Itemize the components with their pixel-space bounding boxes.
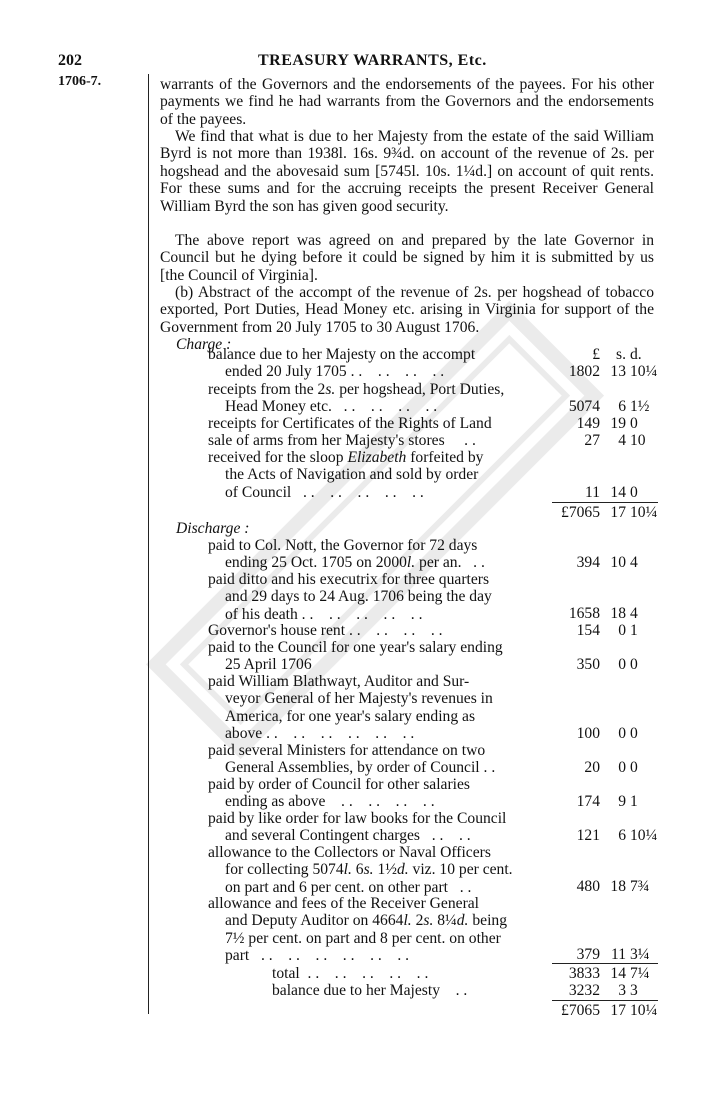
discharge-amount: 394 10 4	[576, 554, 638, 571]
discharge-total: 3833 14 7¼	[568, 965, 650, 982]
discharge-item: paid to the Council for one year's salary ending 25 April 1706	[208, 639, 503, 674]
discharge-item: allowance and fees of the Receiver General and Deputy Auditor on 4664l. 2s. 8¼d. being 7½ per cent. on part and 8 per cent. on other part . . . . . . . . . . . .	[208, 895, 507, 965]
discharge-item: paid to Col. Nott, the Governor for 72 days ending 25 Oct. 1705 on 2000l. per an. . .	[208, 537, 485, 572]
discharge-amount: 174 9 1	[576, 793, 638, 810]
discharge-item: paid by order of Council for other salaries ending as above . . . . . . . .	[208, 776, 470, 811]
discharge-label: Discharge :	[176, 520, 250, 537]
margin-rule	[148, 74, 149, 1014]
total-row: total . . . . . . . . . .	[272, 965, 429, 982]
charge-item: balance due to her Majesty on the accompt ended 20 July 1705 . . . . . . . .	[208, 346, 476, 381]
discharge-amount: 121 6 10¼	[576, 827, 658, 844]
page-number: 202	[58, 52, 82, 69]
charge-amount: 1802 13 10¼	[568, 363, 658, 380]
discharge-amount: 350 0 0	[576, 656, 638, 673]
sum-rule	[552, 502, 658, 503]
sum-rule	[552, 963, 658, 964]
charge-amount: 5074 6 1½	[568, 398, 650, 415]
charge-total: £7065 17 10¼	[561, 504, 658, 521]
pounds-heading: £	[592, 346, 600, 363]
discharge-amount: 480 18 7¾	[576, 878, 650, 895]
charge-amount: 27 4 10	[584, 432, 646, 449]
paragraph-1: warrants of the Governors and the endorsements of the payees. For his other payments we find he had warrants from the Governors and the endorsements of the payees.	[160, 76, 654, 128]
charge-label: Charge :	[176, 336, 232, 353]
balance-amount: 3232 3 3	[568, 982, 638, 999]
shillings-heading: s.	[616, 346, 626, 363]
charge-item: receipts for Certificates of the Rights of Land	[208, 415, 492, 432]
charge-amount: 149 19 0	[576, 415, 638, 432]
sum-rule	[552, 1000, 658, 1001]
discharge-amount: 154 0 1	[576, 622, 638, 639]
charge-amount: 11 14 0	[584, 484, 638, 501]
charge-item: received for the sloop Elizabeth forfeited by the Acts of Navigation and sold by order of Council . . . . . . . . . .	[208, 449, 484, 501]
discharge-amount: 100 0 0	[576, 725, 638, 742]
discharge-item: Governor's house rent . . . . . . . .	[208, 622, 443, 639]
discharge-item: paid ditto and his executrix for three quarters and 29 days to 24 Aug. 1706 being the day of his death . . . . . . . . . .	[208, 571, 492, 623]
charge-item: receipts from the 2s. per hogshead, Port Duties, Head Money etc. . . . . . . . .	[208, 381, 505, 416]
discharge-amount: 20 0 0	[584, 759, 638, 776]
year-note: 1706-7.	[58, 74, 102, 89]
discharge-item: allowance to the Collectors or Naval Officers for collecting 5074l. 6s. 1½d. viz. 10 per cent. on part and 6 per cent. on other part . .	[208, 844, 513, 896]
paragraph-3: The above report was agreed on and prepared by the late Governor in Council but he dying before it could be signed by him it is submitted by us [the Council of Virginia].	[160, 232, 654, 284]
discharge-item: paid by like order for law books for the Council and several Contingent charges . . . .	[208, 810, 507, 845]
discharge-item: paid several Ministers for attendance on two General Assemblies, by order of Council . .	[208, 742, 496, 777]
balance-row: balance due to her Majesty . .	[272, 982, 468, 999]
paragraph-4: (b) Abstract of the accompt of the revenue of 2s. per hogshead of tobacco exported, Port Duties, Head Money etc. arising in Virginia for support of the Government from 20 July 1705 to 30 August 1706.	[160, 284, 654, 336]
pence-heading: d.	[630, 346, 642, 363]
paragraph-2: We find that what is due to her Majesty from the estate of the said William Byrd is not more than 1938l. 16s. 9¾d. on account of the revenue of 2s. per hogshead and the abovesaid sum [5745l. 10s. 1¼d.] on account of quit rents. For these sums and for the accruing receipts the present Receiver General William Byrd the son has given good security.	[160, 128, 654, 215]
discharge-amount: 1658 18 4	[568, 605, 638, 622]
column-headings	[548, 346, 660, 363]
running-title: TREASURY WARRANTS, Etc.	[258, 52, 487, 69]
grand-total: £7065 17 10¼	[561, 1002, 658, 1019]
discharge-item: paid William Blathwayt, Auditor and Sur- veyor General of her Majesty's revenues in America, for one year's salary ending as above . . . . . . . . . . . .	[208, 673, 493, 743]
discharge-amount: 379 11 3¼	[576, 946, 650, 963]
charge-item: sale of arms from her Majesty's stores . .	[208, 432, 476, 449]
